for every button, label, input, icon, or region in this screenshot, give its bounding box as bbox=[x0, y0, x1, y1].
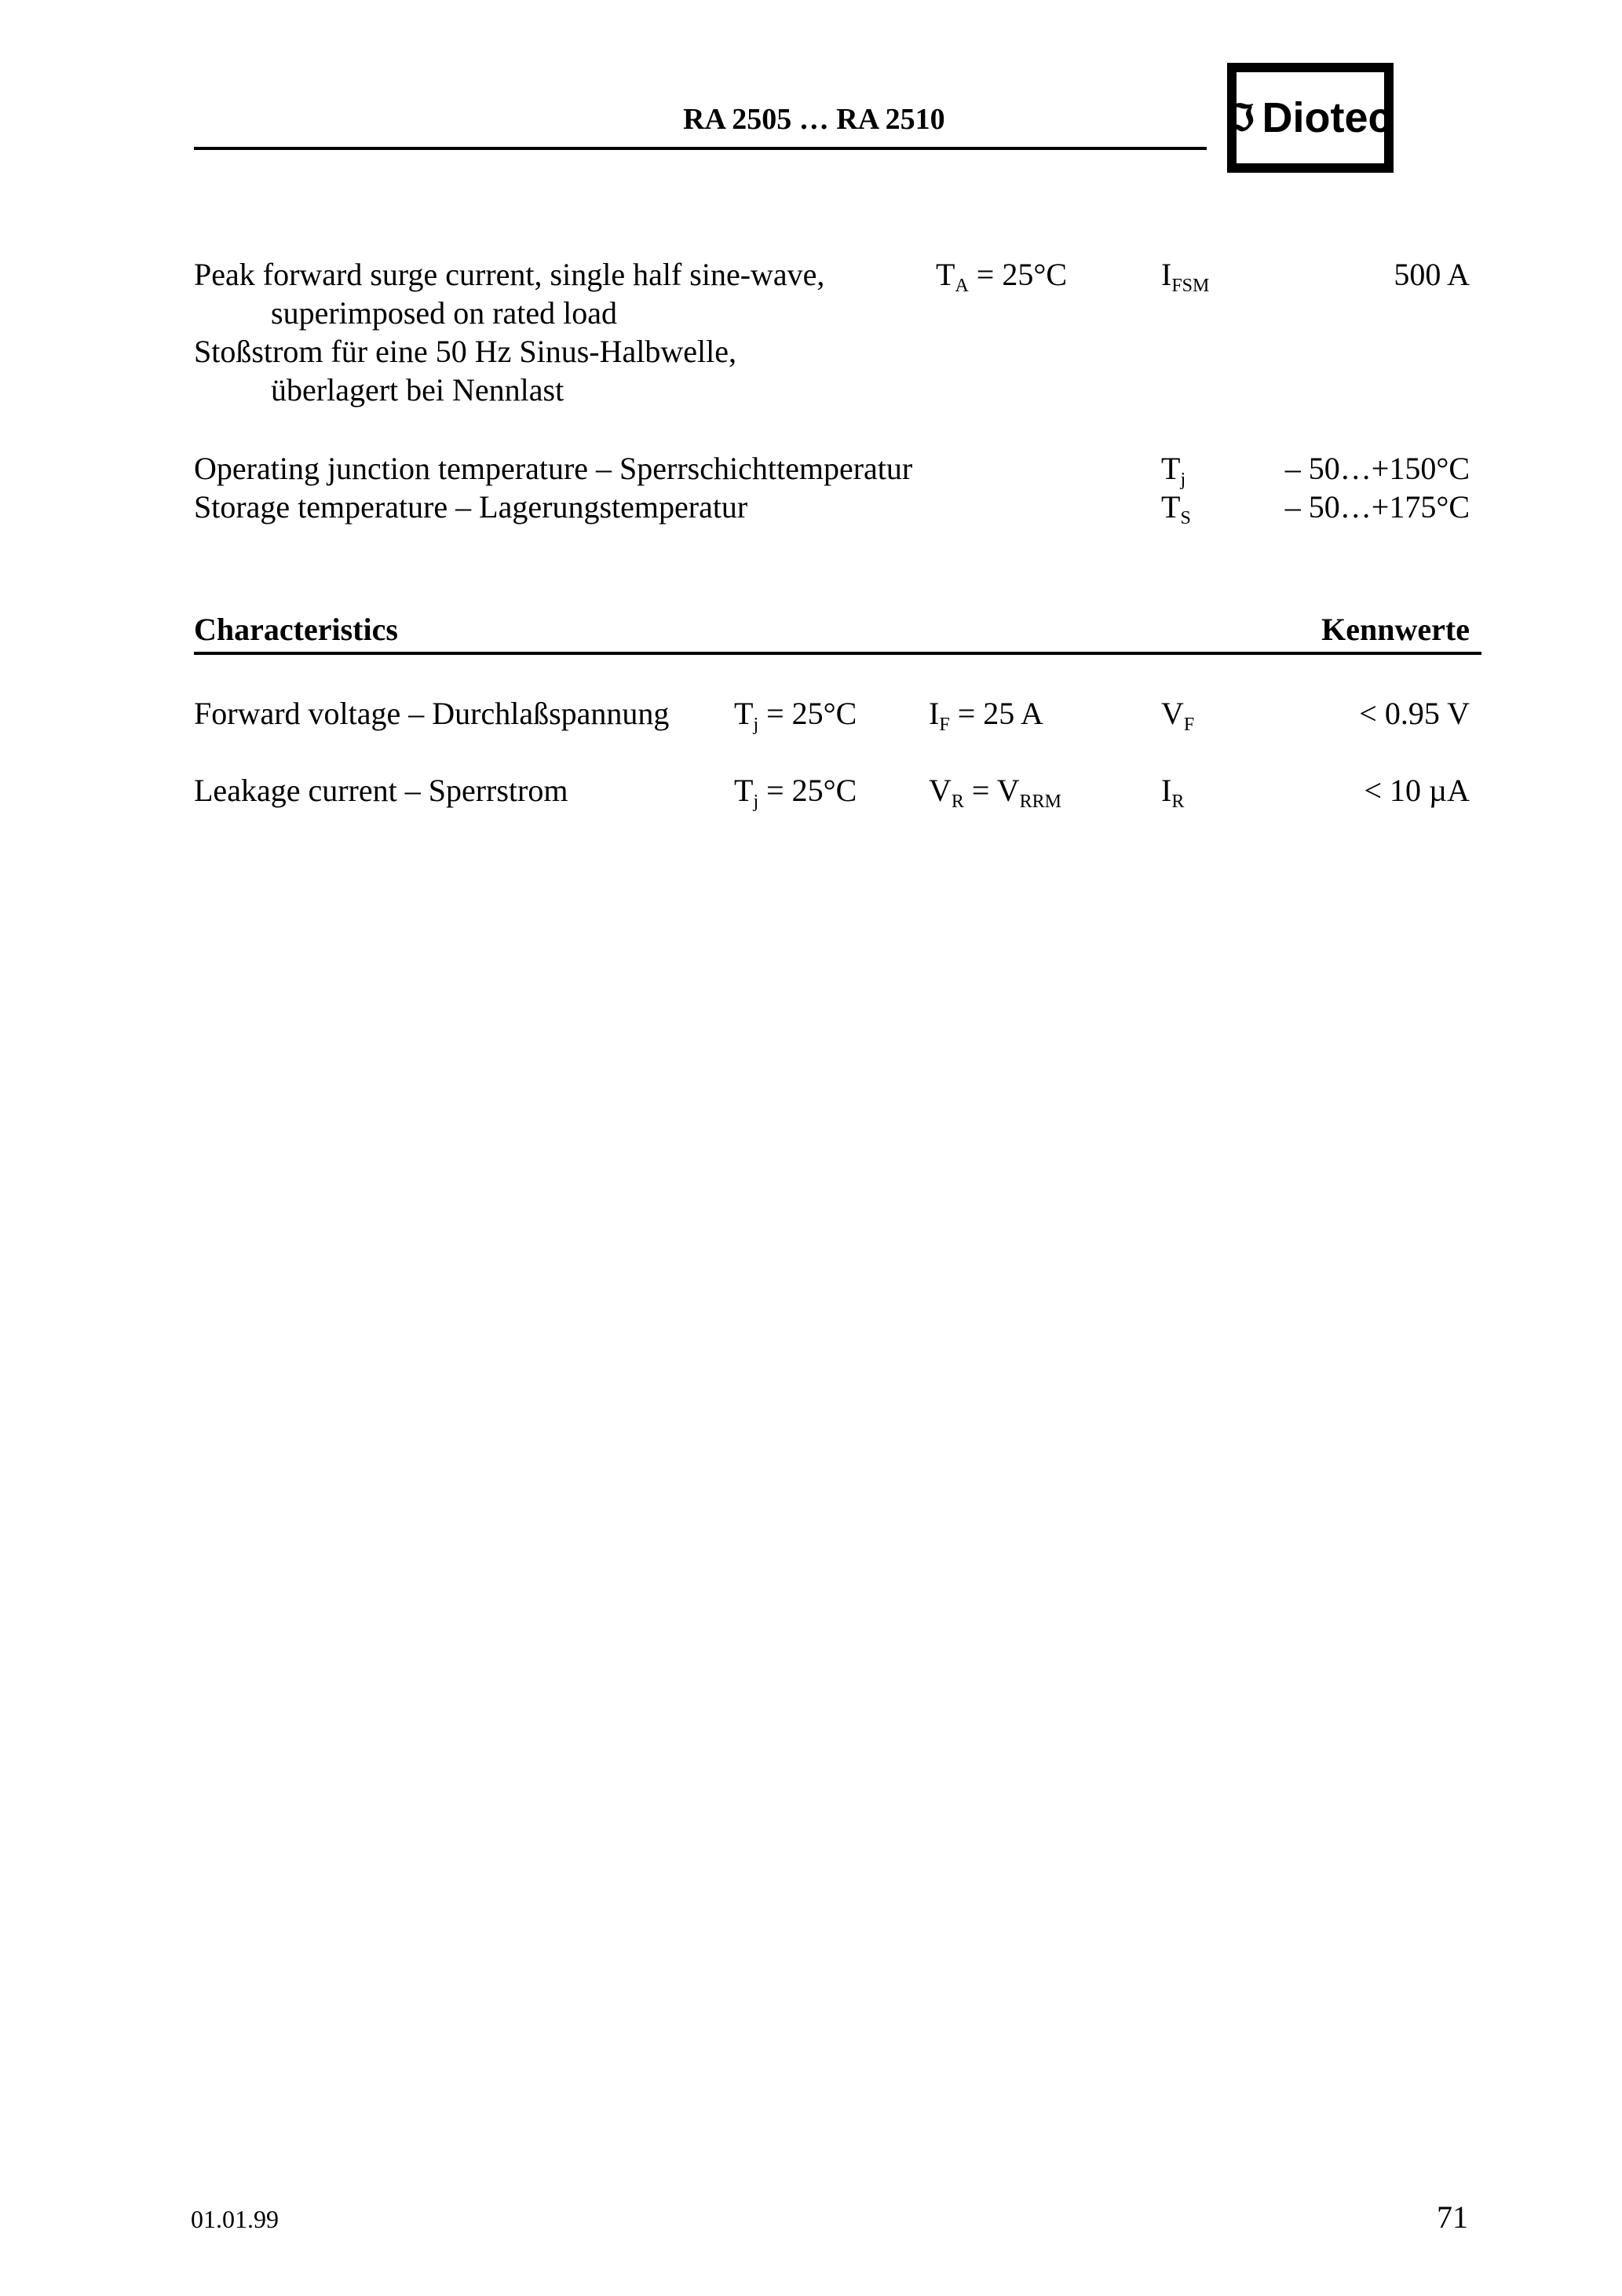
leakage-current-label: Leakage current – Sperrstrom bbox=[194, 773, 568, 808]
forward-voltage-label: Forward voltage – Durchlaßspannung bbox=[194, 696, 670, 731]
forward-voltage-symbol: $V_F$ bbox=[1161, 696, 1195, 735]
surge-symbol: $I_{FSM}$ bbox=[1161, 257, 1210, 296]
ts-symbol: $T_S$ bbox=[1161, 489, 1191, 528]
leakage-current-value: < 10 µA bbox=[1364, 773, 1470, 808]
tj-symbol: $T_j$ bbox=[1161, 451, 1186, 490]
ts-label: Storage temperature – Lagerungstemperatur bbox=[194, 489, 748, 525]
page-number: 71 bbox=[1437, 2199, 1468, 2235]
surge-label-en-2: superimposed on rated load bbox=[271, 295, 617, 331]
header-rule bbox=[194, 147, 1207, 150]
leakage-current-voltage-condition: $V_R = V_{RRM}$ bbox=[929, 773, 1061, 812]
leakage-current-symbol: $I_R$ bbox=[1161, 773, 1185, 812]
surge-label-en-1: Peak forward surge current, single half sine-wave, bbox=[194, 257, 825, 292]
kennwerte-heading: Kennwerte bbox=[1321, 612, 1470, 647]
leakage-current-temp-condition: $T_j = 25^\circ C$ bbox=[734, 773, 857, 812]
ts-value: – 50…+175°C bbox=[1284, 489, 1470, 525]
surge-value: 500 A bbox=[1394, 257, 1470, 292]
logo-frame bbox=[1229, 71, 1392, 165]
characteristics-rule bbox=[194, 652, 1481, 655]
diotec-emblem-icon: ℑ bbox=[1229, 97, 1255, 139]
forward-voltage-value: < 0.95 V bbox=[1359, 696, 1470, 731]
document-title: RA 2505 … RA 2510 bbox=[683, 103, 945, 136]
tj-label: Operating junction temperature – Sperrschichttemperatur bbox=[194, 451, 913, 486]
surge-label-de-2: überlagert bei Nennlast bbox=[271, 372, 564, 408]
diotec-logo bbox=[1227, 63, 1394, 173]
logo-text: Diotec bbox=[1262, 94, 1392, 141]
forward-voltage-current-condition: $I_F = 25$ A bbox=[929, 696, 1043, 735]
surge-condition: $T_A = 25^\circ C$ bbox=[936, 257, 1068, 296]
forward-voltage-temp-condition: $T_j = 25^\circ C$ bbox=[734, 696, 857, 735]
surge-label-de-1: Stoßstrom für eine 50 Hz Sinus-Halbwelle, bbox=[194, 334, 736, 369]
footer-date: 01.01.99 bbox=[191, 2205, 279, 2233]
tj-value: – 50…+150°C bbox=[1284, 451, 1470, 486]
characteristics-heading: Characteristics bbox=[194, 612, 398, 647]
